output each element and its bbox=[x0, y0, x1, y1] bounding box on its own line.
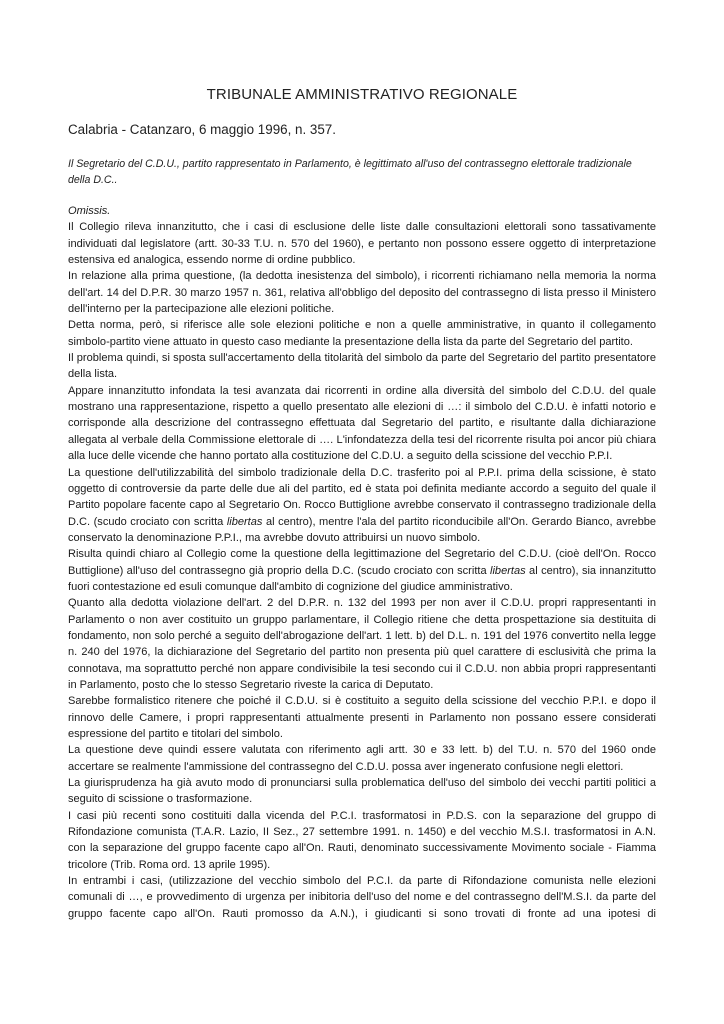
body-paragraph: Sarebbe formalistico ritenere che poiché il C.D.U. si è costituito a seguito della scissione del vecchio P.P.I. e dopo il rinnovo delle Camere, i propri rappresentanti attualmente presenti in Parlamento non possano essere considerati espressione del partito e titolari del simbolo. bbox=[68, 695, 656, 740]
body-paragraph: In relazione alla prima questione, (la dedotta inesistenza del simbolo), i ricorrenti richiamano nella memoria la norma dell'art. 14 del D.P.R. 30 marzo 1957 n. 361, relativa all'obbligo del deposito del contrassegno di lista presso il Ministero dell'interno per la partecipazione alle elezioni politiche. bbox=[68, 270, 656, 316]
decision-citation: Calabria - Catanzaro, 6 maggio 1996, n. 357. bbox=[68, 122, 336, 137]
body-paragraph: Detta norma, però, si riferisce alle sole elezioni politiche e non a quelle amministrative, in quanto il collegamento simbolo-partito viene attuato in questo caso mediante la presentazione della lista da parte del Segretario del partito. bbox=[68, 319, 656, 348]
body-paragraph: La giurisprudenza ha già avuto modo di pronunciarsi sulla problematica dell'uso del simbolo dei vecchi partiti politici a seguito di scissione o trasformazione. bbox=[68, 777, 656, 806]
body-paragraph: Il problema quindi, si sposta sull'accertamento della titolarità del simbolo da parte del Segretario del partito presentatore della lista. bbox=[68, 352, 656, 381]
body-paragraph: Risulta quindi chiaro al Collegio come la questione della legittimazione del Segretario del C.D.U. (cioè dell'On. Rocco Buttiglione) all'uso del contrassegno già proprio della D.C. (scudo crociato con scritta libertas al centro), sia innanzitutto fuori contestazione ed esuli comunque dall'ambito di cognizione del giudice amministrativo. bbox=[68, 548, 656, 593]
decision-maxim: Il Segretario del C.D.U., partito rappresentato in Parlamento, è legittimato all'uso del contrassegno elettorale tradizionale della D.C.. bbox=[68, 158, 632, 186]
body-paragraph: La questione dell'utilizzabilità del simbolo tradizionale della D.C. trasferito poi al P.P.I. prima della scissione, è stato oggetto di controversie da parte delle due ali del partito, ed è stata poi definita mediante accordo a seguito del quale il Partito popolare facente capo al Segretario On. Rocco Buttiglione avrebbe conservato il contrassegno tradizionale della D.C. (scudo crociato con scritta libertas al centro), mentre l'ala del partito riconducibile all'On. Gerardo Bianco, avrebbe conservato la denominazione P.P.I., ma avrebbe dovuto attribuirsi un nuovo simbolo. bbox=[68, 466, 656, 544]
body-paragraph: Appare innanzitutto infondata la tesi avanzata dai ricorrenti in ordine alla diversità del simbolo del C.D.U. del quale mostrano una rappresentazione, rispetto a quello presentato alle elezioni di …: il simbolo del C.D.U. è infatti notorio e corrisponde alla descrizione del contrassegno effettuata dal Segretario del partito, e risultante dalla dichiarazione allegata al verbale della Commissione elettorale di …. L'infondatezza della tesi del ricorrente risulta poi ancor più chiara alla luce delle vicende che hanno portato alla costituzione del C.D.U. a seguito della scissione del vecchio P.P.I. bbox=[68, 384, 656, 463]
court-title: TRIBUNALE AMMINISTRATIVO REGIONALE bbox=[206, 86, 518, 103]
body-paragraph: Quanto alla dedotta violazione dell'art. 2 del D.P.R. n. 132 del 1993 per non aver il C.D.U. propri rappresentanti in Parlamento o non aver costituito un gruppo parlamentare, il Collegio ritiene che detta prospettazione sia destituita di fondamento, non solo perché a seguito dell'abrogazione dell'art. 1 lett. b) del D.L. n. 191 del 1976 convertito nella legge n. 240 del 1976, la dichiarazione del Segretario del partito non presenta più quel carattere di esclusività che prima la connotava, ma soprattutto perché non appare condivisibile la tesi secondo cui il C.D.U. non abbia propri rappresentanti in Parlamento, posto che lo stesso Segretario riveste la carica di Deputato. bbox=[68, 597, 656, 691]
body-paragraph: In entrambi i casi, (utilizzazione del vecchio simbolo del P.C.I. da parte di Rifondazione comunista nelle elezioni comunali di …, e provvedimento di urgenza per inibitoria dell'uso del nome e del contrassegno dell'M.S.I. da parte del gruppo facente capo all'On. Rauti promosso da A.N.), i giudicanti si sono trovati di fronte ad una ipotesi di bbox=[68, 875, 656, 920]
body-paragraph: La questione deve quindi essere valutata con riferimento agli artt. 30 e 33 lett. b) del T.U. n. 570 del 1960 onde accertare se realmente l'ammissione del contrassegno del C.D.U. possa aver ingenerato confusione negli elettori. bbox=[68, 744, 656, 773]
body-paragraph: I casi più recenti sono costituiti dalla vicenda del P.C.I. trasformatosi in P.D.S. con la separazione del gruppo di Rifondazione comunista (T.A.R. Lazio, II Sez., 27 settembre 1991. n. 1450) e del vecchio M.S.I. trasformatosi in A.N. con la separazione del gruppo facente capo all'On. Rauti, denominato successivamente Movimento sociale - Fiamma tricolore (Trib. Roma ord. 13 aprile 1995). bbox=[68, 809, 656, 871]
decision-body bbox=[68, 203, 656, 922]
omissis-label: Omissis. bbox=[68, 205, 111, 217]
body-paragraph: Il Collegio rileva innanzitutto, che i casi di esclusione delle liste dalle consultazioni elettorali sono tassativamente individuati dal legislatore (artt. 30-33 T.U. n. 570 del 1960), e pertanto non possono essere oggetto di interpretazione estensiva ed analogica, essendo norme di ordine pubblico. bbox=[68, 221, 656, 267]
